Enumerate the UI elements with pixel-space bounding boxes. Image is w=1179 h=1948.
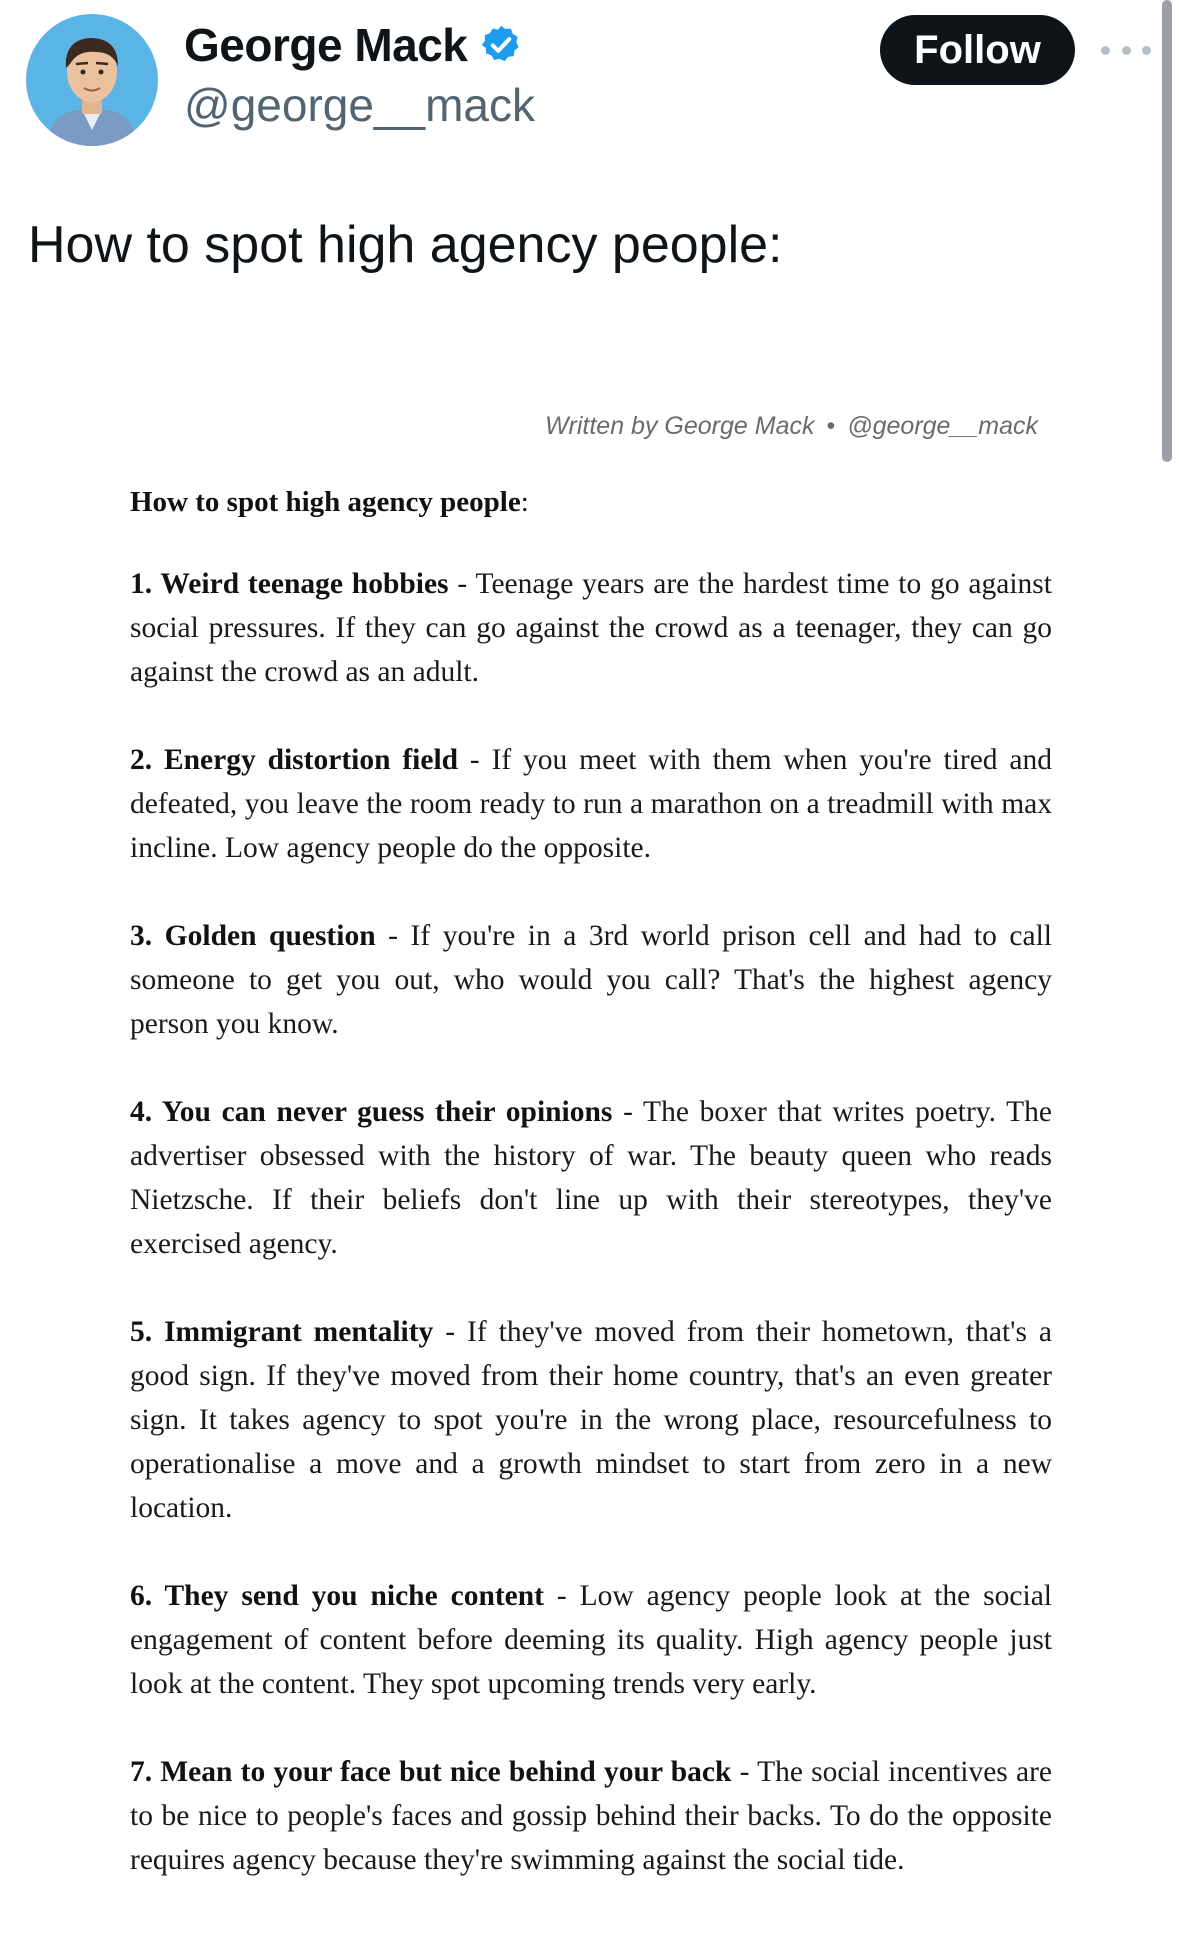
more-dot [1122,46,1131,55]
item-title: 2. Energy distortion field [130,744,459,776]
more-dot [1142,46,1151,55]
more-dot [1101,46,1110,55]
list-item [130,1574,1052,1706]
byline-author: Written by George Mack [544,412,815,440]
follow-button[interactable]: Follow [880,15,1075,85]
item-text: - The social incentives are to be nice to people's faces and gossip behind their backs. To do the opposite requires agency because they're swimming against the social tide. [130,1756,1052,1876]
byline [545,412,1038,441]
scrollbar-thumb[interactable] [1162,0,1172,462]
profile-name-row [184,18,523,72]
item-text: - The boxer that writes poetry. The advertiser obsessed with the history of war. The beauty queen who reads Nietzsche. If their beliefs don't line up with their stereotypes, they've exercised agency. [130,1096,1052,1260]
document-heading [130,486,529,519]
avatar[interactable] [26,14,158,146]
tweet-text: How to spot high agency people: [28,216,783,274]
display-name[interactable]: George Mack [184,19,468,71]
item-text: - If they've moved from their hometown, that's a good sign. If they've moved from their home country, that's an even greater sign. It takes agency to spot you're in the wrong place, resourcefulness to operationalise a move and a growth mindset to start from zero in a new location. [130,1316,1053,1524]
item-text: - If you're in a 3rd world prison cell and had to call someone to get you out, who would you call? That's the highest agency person you know. [130,920,1052,1040]
document-heading-text: How to spot high agency people [130,486,521,518]
item-title: 7. Mean to your face but nice behind your back [130,1756,732,1788]
item-title: 6. They send you niche content [130,1580,544,1612]
heading-colon: : [520,486,529,518]
list-item [130,1750,1052,1882]
item-title: 1. Weird teenage hobbies [130,568,449,600]
list-item [130,1090,1052,1266]
avatar-illustration [26,14,158,146]
list-item [130,1310,1052,1530]
item-title: 3. Golden question [130,920,376,952]
list-item [130,738,1052,870]
user-handle[interactable]: @george__mack [184,79,535,131]
item-text: - Teenage years are the hardest time to go against social pressures. If they can go against the crowd as a teenager, they can go against the crowd as an adult. [130,568,1052,688]
attached-image[interactable] [0,390,1160,1948]
item-text: - If you meet with them when you're tired and defeated, you leave the room ready to run a marathon on a treadmill with max incline. Low agency people do the opposite. [130,744,1052,864]
bullet-dot-icon: • [826,412,836,440]
list-item [130,562,1052,694]
list-item [130,914,1052,1046]
document-body [130,562,1052,1926]
item-text: - Low agency people look at the social engagement of content before deeming its quality. High agency people just look at the content. They spot upcoming trends very early. [130,1580,1052,1700]
verified-badge-icon [479,23,523,67]
item-title: 5. Immigrant mentality [130,1316,434,1348]
item-title: 4. You can never guess their opinions [130,1096,613,1128]
byline-handle: @george__mack [847,412,1038,440]
more-horizontal-icon[interactable] [1101,38,1151,62]
